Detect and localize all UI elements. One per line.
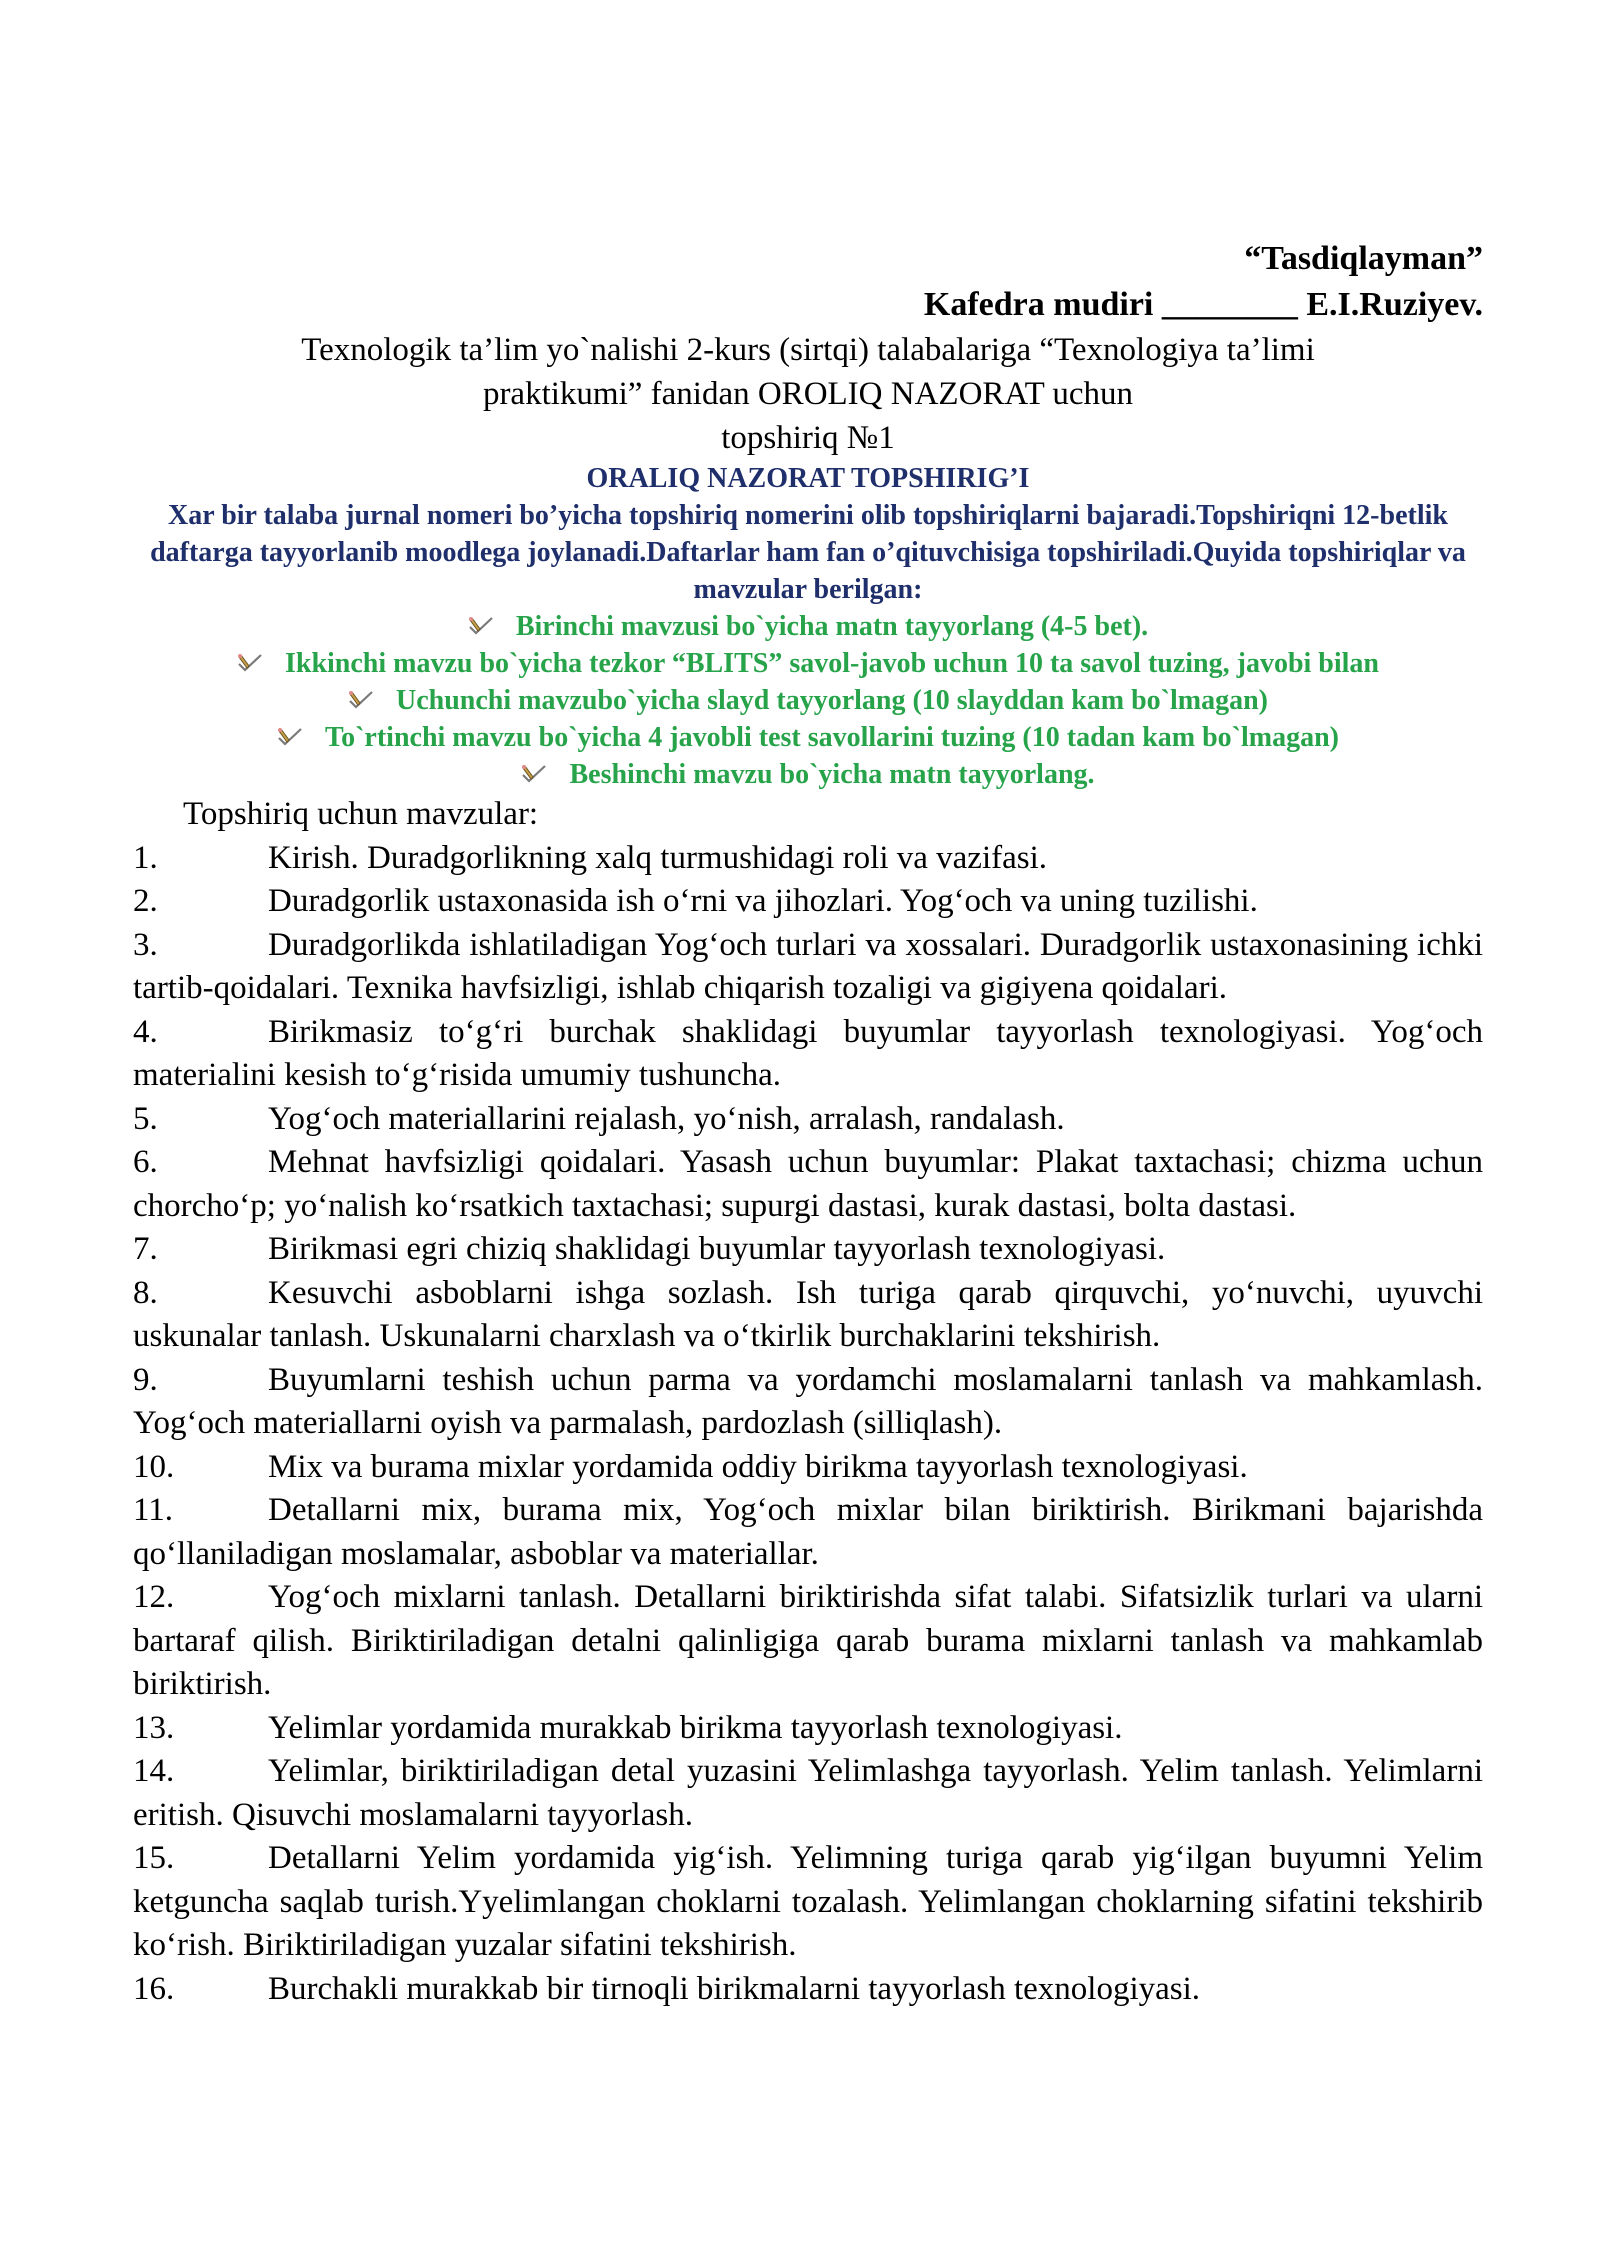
heading-line-1: Texnologik ta’lim yo`nalishi 2-kurs (sirtqi) talabalariga “Texnologiya ta’limi <box>301 332 1315 368</box>
topic-item <box>133 1272 1483 1359</box>
topic-text: Yelimlar, biriktiriladigan detal yuzasini Yelimlashga tayyorlash. Yelim tanlash. Yelimlarni eritish. Qisuvchi moslamalarni tayyorlash. <box>133 1753 1483 1833</box>
topic-number: 10. <box>133 1448 175 1485</box>
pencil-check-icon <box>468 615 494 637</box>
task-item <box>133 756 1483 793</box>
task-item <box>133 719 1483 756</box>
topic-item <box>133 880 1483 924</box>
topic-item <box>133 1750 1483 1837</box>
topic-text: Duradgorlikda ishlatiladigan Yog‘och turlari va xossalari. Duradgorlik ustaxonasining ichki tartib-qoidalari. Texnika havfsizligi, ishlab chiqarish tozaligi va gigiyena qoidalari. <box>133 926 1483 1006</box>
task-text: Birinchi mavzusi bo`yicha matn tayyorlang (4-5 bet). <box>515 611 1149 642</box>
topic-list <box>133 837 1483 2012</box>
topic-item <box>133 1707 1483 1751</box>
topic-number: 13. <box>133 1709 175 1746</box>
topics-intro: Topshiriq uchun mavzular: <box>183 796 539 832</box>
pencil-check-icon <box>521 763 547 785</box>
topic-number: 15. <box>133 1840 175 1876</box>
topic-number: 12. <box>133 1579 175 1615</box>
heading-line-2: praktikumi” fanidan OROLIQ NAZORAT uchun <box>482 376 1134 412</box>
topic-text: Yelimlar yordamida murakkab birikma tayyorlash texnologiyasi. <box>268 1709 1123 1746</box>
topic-item <box>133 1141 1483 1228</box>
task-text: Uchunchi mavzubo`yicha slayd tayyorlang (10 slayddan kam bo`lmagan) <box>395 685 1268 716</box>
topic-item <box>133 1228 1483 1272</box>
approval-title: “Tasdiqlayman” <box>1244 240 1483 277</box>
topic-item <box>133 1576 1483 1707</box>
topic-item <box>133 837 1483 881</box>
task-item <box>133 682 1483 719</box>
topic-item <box>133 1446 1483 1490</box>
pencil-check-icon <box>277 726 303 748</box>
topic-number: 9. <box>133 1361 158 1398</box>
topic-item <box>133 1011 1483 1098</box>
topic-text: Birikmasiz to‘g‘ri burchak shaklidagi buyumlar tayyorlash texnologiyasi. Yog‘och materialini kesish to‘g‘risida umumiy tushuncha. <box>133 1013 1483 1093</box>
topic-text: Yog‘och materiallarini rejalash, yo‘nish, arralash, randalash. <box>268 1100 1065 1137</box>
topic-text: Detallarni Yelim yordamida yig‘ish. Yelimning turiga qarab yig‘ilgan buyumni Yelim ketguncha saqlab turish.Yyelimlangan choklarni tozalash. Yelimlangan choklarning sifatini tekshirib ko‘rish. Biriktiriladigan yuzalar sifatini tekshirish. <box>133 1840 1483 1963</box>
task-list <box>133 608 1483 793</box>
topic-text: Birikmasi egri chiziq shaklidagi buyumlar tayyorlash texnologiyasi. <box>268 1231 1166 1267</box>
topic-number: 4. <box>133 1013 158 1050</box>
instructions-paragraph: Xar bir talaba jurnal nomeri bo’yicha topshiriq nomerini olib topshiriqlarni bajaradi.Topshiriqni 12-betlik daftarga tayyorlanib moodlega joylanadi.Daftarlar ham fan o’qituvchisiga topshiriladi.Quyida topshiriqlar va mavzular berilgan: <box>150 500 1466 605</box>
task-item <box>133 608 1483 645</box>
document-content <box>133 236 1483 2011</box>
topic-item <box>133 1489 1483 1576</box>
topic-text: Mehnat havfsizligi qoidalari. Yasash uchun buyumlar: Plakat taxtachasi; chizma uchun chorcho‘p; yo‘nalish ko‘rsatkich taxtachasi; supurgi dastasi, kurak dastasi, bolta dastasi. <box>133 1144 1483 1224</box>
topic-number: 14. <box>133 1753 175 1789</box>
topic-item <box>133 1837 1483 1968</box>
task-text: Ikkinchi mavzu bo`yicha tezkor “BLITS” savol-javob uchun 10 ta savol tuzing, javobi bilan <box>284 648 1379 679</box>
task-item <box>133 645 1483 682</box>
topic-text: Burchakli murakkab bir tirnoqli birikmalarni tayyorlash texnologiyasi. <box>268 1970 1201 2007</box>
topic-number: 3. <box>133 926 158 963</box>
topic-text: Kesuvchi asboblarni ishga sozlash. Ish turiga qarab qirquvchi, yo‘nuvchi, uyuvchi uskunalar tanlash. Uskunalarni charxlash va o‘tkirlik burchaklarini tekshirish. <box>133 1274 1483 1354</box>
topic-text: Detallarni mix, burama mix, Yog‘och mixlar bilan biriktirish. Birikmani bajarishda qo‘llaniladigan moslamalar, asboblar va materiallar. <box>133 1492 1483 1572</box>
task-text: To`rtinchi mavzu bo`yicha 4 javobli test savollarini tuzing (10 tadan kam bo`lmagan) <box>324 722 1339 753</box>
topic-text: Kirish. Duradgorlikning xalq turmushidagi roli va vazifasi. <box>268 839 1048 876</box>
topic-item <box>133 1098 1483 1142</box>
section-title: ORALIQ NAZORAT TOPSHIRIG’I <box>586 463 1030 494</box>
topic-item <box>133 1968 1483 2012</box>
task-text: Beshinchi mavzu bo`yicha matn tayyorlang. <box>569 759 1095 790</box>
pencil-check-icon <box>237 652 263 674</box>
topic-number: 5. <box>133 1100 158 1137</box>
topic-text: Yog‘och mixlarni tanlash. Detallarni biriktirishda sifat talabi. Sifatsizlik turlari va ularni bartaraf qilish. Biriktiriladigan detalni qalinligiga qarab burama mixlarni tanlash va mahkamlab biriktirish. <box>133 1579 1483 1702</box>
topic-number: 7. <box>133 1231 158 1267</box>
topic-number: 11. <box>133 1492 174 1528</box>
topic-item <box>133 924 1483 1011</box>
topic-number: 2. <box>133 883 158 919</box>
topic-number: 8. <box>133 1274 158 1311</box>
topic-number: 1. <box>133 839 158 876</box>
topic-number: 6. <box>133 1144 158 1180</box>
heading-line-3: topshiriq №1 <box>721 420 895 456</box>
topic-text: Mix va burama mixlar yordamida oddiy birikma tayyorlash texnologiyasi. <box>268 1448 1248 1485</box>
approval-signature-line: Kafedra mudiri ________ E.I.Ruziyev. <box>923 286 1483 323</box>
topic-number: 16. <box>133 1970 175 2007</box>
topic-text: Buyumlarni teshish uchun parma va yordamchi moslamalarni tanlash va mahkamlash. Yog‘och materiallarni oyish va parmalash, pardozlash (silliqlash). <box>133 1361 1483 1441</box>
pencil-check-icon <box>348 689 374 711</box>
topic-text: Duradgorlik ustaxonasida ish o‘rni va jihozlari. Yog‘och va uning tuzilishi. <box>268 883 1258 919</box>
topic-item <box>133 1359 1483 1446</box>
